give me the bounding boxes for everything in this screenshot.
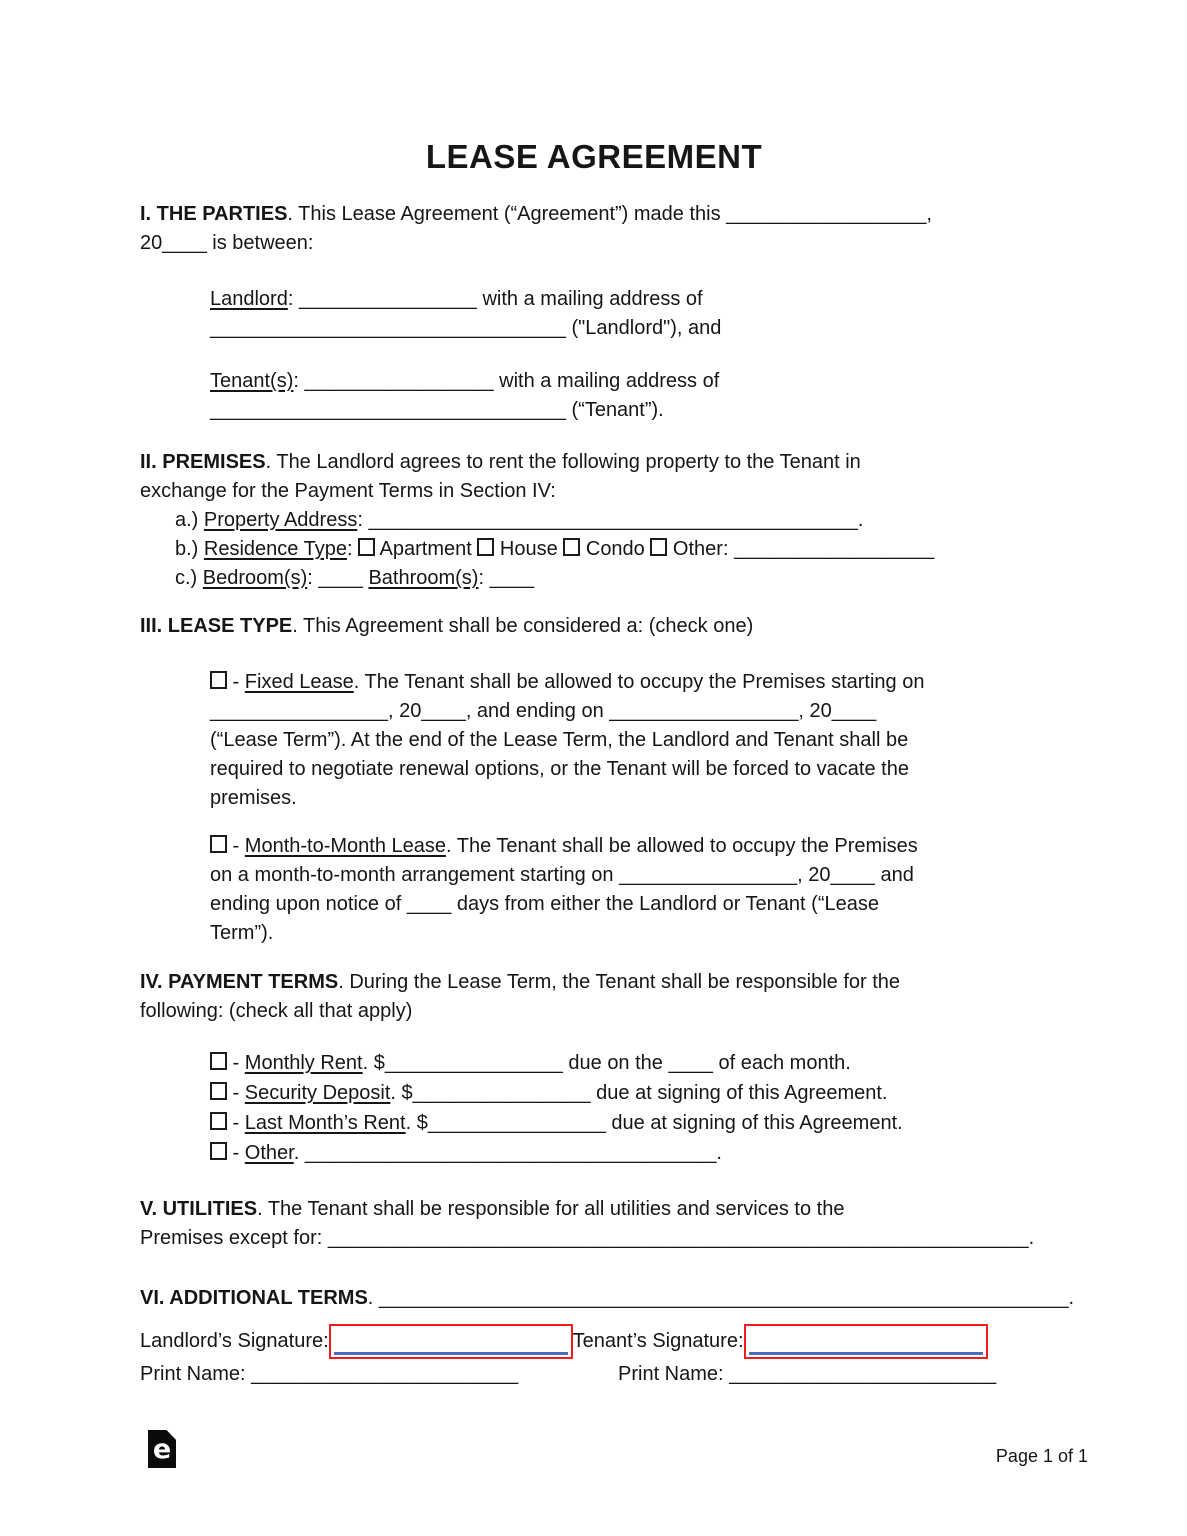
month-lease-line-1: [210, 832, 1070, 861]
checkbox-other-payment[interactable]: [210, 1142, 227, 1160]
checkbox-apartment[interactable]: [358, 538, 375, 556]
tenant-text: : _________________ with a mailing address of: [293, 370, 720, 392]
landlord-label: Landlord: [210, 288, 288, 310]
checkbox-condo[interactable]: [563, 538, 580, 556]
month-lease-sep: -: [227, 835, 245, 857]
utilities-heading: V. UTILITIES: [140, 1198, 258, 1220]
landlord-signature-field[interactable]: [329, 1324, 573, 1359]
item-c-prefix: c.): [175, 567, 203, 589]
section-parties: [140, 200, 1070, 258]
month-to-month-clause: [210, 832, 1070, 948]
parties-text: . This Lease Agreement (“Agreement”) made this __________________,: [287, 203, 932, 225]
checkbox-security-deposit[interactable]: [210, 1082, 227, 1100]
eforms-logo: [148, 1430, 176, 1468]
last-months-rent-label: Last Month’s Rent: [244, 1112, 406, 1134]
additional-terms-blank: . ______________________________________________________________.: [367, 1287, 1075, 1309]
bedroom-label: Bedroom(s): [202, 567, 308, 589]
option-apartment-label: Apartment: [375, 538, 478, 560]
lease-type-heading: III. LEASE TYPE: [140, 615, 293, 637]
parties-line-2: 20____ is between:: [140, 232, 314, 254]
payment-line-2: following: (check all that apply): [140, 1000, 413, 1022]
fixed-lease-text: . The Tenant shall be allowed to occupy the Premises starting on: [353, 671, 925, 693]
lease-type-text: . This Agreement shall be considered a: (check one): [292, 615, 754, 637]
payment-line-1: [140, 968, 1070, 997]
fixed-lease-line-5: premises.: [210, 787, 297, 809]
month-lease-line-3: ending upon notice of ____ days from either the Landlord or Tenant (“Lease: [210, 893, 879, 915]
lease-type-line-1: [140, 612, 1070, 641]
logo-letter: e: [152, 1434, 172, 1465]
utilities-line-1: [140, 1195, 1070, 1224]
option-condo-label: Condo: [580, 538, 651, 560]
fixed-lease-clause: [210, 668, 1070, 813]
utilities-text: . The Tenant shall be responsible for all utilities and services to the: [257, 1198, 845, 1220]
checkbox-house[interactable]: [477, 538, 494, 556]
item-b-colon: :: [346, 538, 359, 560]
section-additional-terms: [140, 1284, 1075, 1313]
last-months-rent-text: . $________________ due at signing of this Agreement.: [405, 1112, 903, 1134]
premises-item-b: [175, 535, 1070, 564]
parties-line-1: [140, 200, 1070, 229]
document-content: [140, 138, 1075, 1389]
print-name-row: [140, 1360, 1070, 1389]
month-lease-label: Month-to-Month Lease: [244, 835, 447, 857]
landlord-line-1: [210, 285, 1070, 314]
fixed-lease-line-1: [210, 668, 1070, 697]
checkbox-monthly-rent[interactable]: [210, 1052, 227, 1070]
premises-text: . The Landlord agrees to rent the following property to the Tenant in: [265, 451, 861, 473]
monthly-rent-sep: -: [227, 1052, 245, 1074]
item-b-prefix: b.): [175, 538, 204, 560]
bathroom-blank: : ____: [478, 567, 535, 589]
additional-terms-line: [140, 1284, 1075, 1313]
additional-terms-heading: VI. ADDITIONAL TERMS: [140, 1287, 368, 1309]
signature-row: [140, 1322, 1070, 1360]
monthly-rent-text: . $________________ due on the ____ of each month.: [362, 1052, 851, 1074]
page-title: LEASE AGREEMENT: [425, 138, 763, 175]
tenant-label: Tenant(s): [210, 370, 294, 392]
checkbox-fixed-lease[interactable]: [210, 671, 227, 689]
tenant-line-1: [210, 367, 1070, 396]
tenant-signature-field[interactable]: [744, 1324, 988, 1359]
fixed-lease-label: Fixed Lease: [244, 671, 354, 693]
residence-type-label: Residence Type: [203, 538, 347, 560]
payment-text: . During the Lease Term, the Tenant shall be responsible for the: [338, 971, 901, 993]
security-deposit-sep: -: [227, 1082, 245, 1104]
section-utilities: [140, 1195, 1070, 1253]
property-address-blank: : ____________________________________________.: [357, 509, 864, 531]
other-payment-label: Other: [244, 1142, 294, 1164]
landlord-signature-label: Landlord’s Signature:: [140, 1329, 329, 1352]
payment-item-other: [210, 1138, 1070, 1168]
option-house-label: House: [494, 538, 564, 560]
landlord-text: : ________________ with a mailing address of: [287, 288, 703, 310]
monthly-rent-label: Monthly Rent: [244, 1052, 363, 1074]
month-lease-line-4: Term”).: [210, 922, 274, 944]
fixed-lease-line-4: required to negotiate renewal options, or the Tenant will be forced to vacate the: [210, 758, 909, 780]
security-deposit-label: Security Deposit: [244, 1082, 391, 1104]
payment-heading: IV. PAYMENT TERMS: [140, 971, 339, 993]
checkbox-other-residence[interactable]: [650, 538, 667, 556]
page-number: Page 1 of 1: [995, 1446, 1088, 1466]
tenant-signature-line: [749, 1352, 983, 1355]
checkbox-last-months-rent[interactable]: [210, 1112, 227, 1130]
month-lease-line-2: on a month-to-month arrangement starting on ________________, 20____ and: [210, 864, 914, 886]
security-deposit-text: . $________________ due at signing of this Agreement.: [390, 1082, 888, 1104]
option-other-label: Other: __________________: [667, 538, 935, 560]
premises-item-a: [175, 506, 1070, 535]
month-lease-text: . The Tenant shall be allowed to occupy the Premises: [446, 835, 918, 857]
tenant-line-2: ________________________________ (“Tenant”).: [210, 399, 664, 421]
premises-line-1: [140, 448, 1070, 477]
payment-item-last-months-rent: [210, 1108, 1070, 1138]
bedroom-blank: : ____: [307, 567, 369, 589]
fixed-lease-sep: -: [227, 671, 245, 693]
tenant-clause: [210, 367, 1070, 425]
utilities-line-2: Premises except for: _______________________________________________________________.: [140, 1227, 1035, 1249]
section-lease-type: [140, 612, 1070, 641]
landlord-print-name: Print Name: ________________________: [140, 1363, 519, 1385]
premises-heading: II. PREMISES: [140, 451, 266, 473]
tenant-print-name: Print Name: ________________________: [618, 1363, 997, 1385]
parties-heading: I. THE PARTIES: [140, 203, 288, 225]
premises-item-c: [175, 564, 1070, 593]
premises-line-2: exchange for the Payment Terms in Section IV:: [140, 480, 556, 502]
checkbox-month-to-month[interactable]: [210, 835, 227, 853]
payment-item-monthly-rent: [210, 1048, 1070, 1078]
other-payment-sep: -: [227, 1142, 245, 1164]
section-premises: [140, 448, 1070, 593]
item-a-prefix: a.): [175, 509, 204, 531]
landlord-clause: [210, 285, 1070, 343]
landlord-line-2: ________________________________ ("Landlord"), and: [210, 317, 722, 339]
tenant-signature-label: Tenant’s Signature:: [572, 1329, 744, 1352]
section-payment-terms: [140, 968, 1070, 1026]
payment-item-security-deposit: [210, 1078, 1070, 1108]
landlord-signature-line: [334, 1352, 568, 1355]
fixed-lease-line-3: (“Lease Term”). At the end of the Lease Term, the Landlord and Tenant shall be: [210, 729, 909, 751]
fixed-lease-line-2: ________________, 20____, and ending on _________________, 20____: [210, 700, 877, 722]
bathroom-label: Bathroom(s): [368, 567, 479, 589]
property-address-label: Property Address: [203, 509, 358, 531]
last-months-rent-sep: -: [227, 1112, 245, 1134]
other-payment-text: . _____________________________________.: [293, 1142, 722, 1164]
payment-items: [210, 1048, 1070, 1168]
